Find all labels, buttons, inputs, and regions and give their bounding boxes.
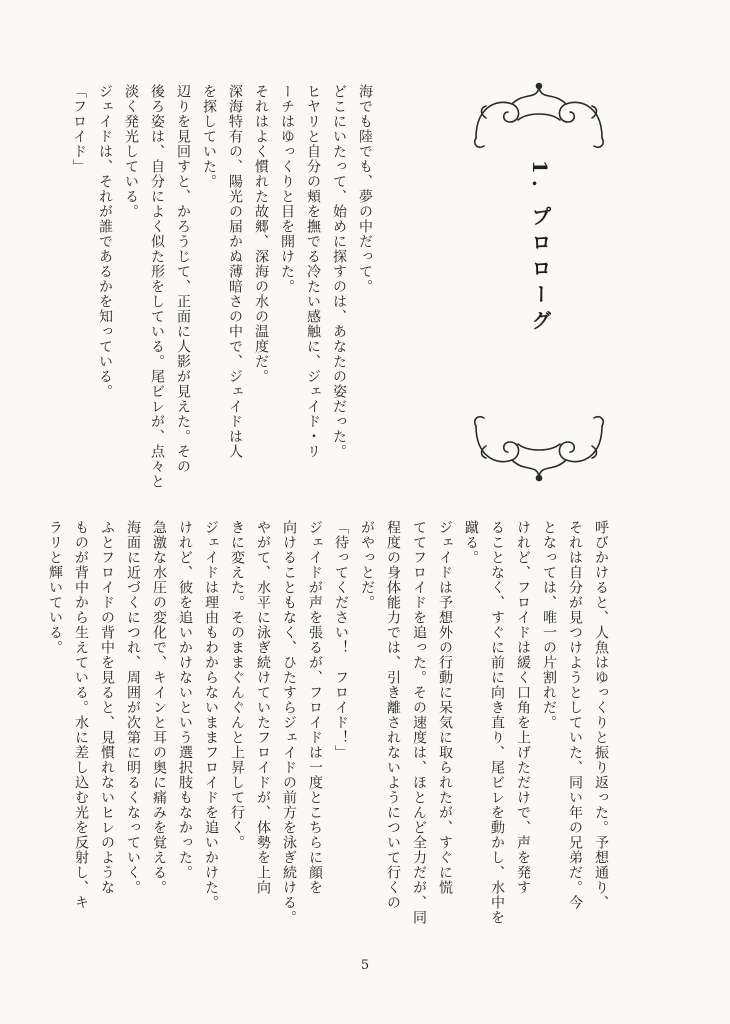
text-line: どこにいたって、始めに探すのは、あなたの姿だった。: [331, 84, 347, 459]
text-line: ふとフロイドの背中を見ると、見慣れないヒレのような: [99, 520, 115, 895]
text-line: 蹴る。: [463, 520, 479, 565]
text-line: 海面に近づくにつれ、周囲が次第に明るくなっていく。: [125, 520, 141, 895]
text-line: ヒヤリと自分の頬を撫でる冷たい感触に、ジェイド・リ: [305, 84, 321, 459]
text-line: それはよく慣れた故郷、深海の水の温度だ。: [253, 84, 269, 384]
text-line: 後ろ姿は、自分によく似た形をしている。尾ビレが、点々と: [149, 84, 165, 489]
text-line: ものが背中から生えている。水に差し込む光を反射し、キ: [73, 520, 89, 910]
text-line: ジェイドは予想外の行動に呆気に取られたが、すぐに慌: [437, 520, 453, 895]
text-line: 向けることもなく、ひたすらジェイドの前方を泳ぎ続ける。: [281, 520, 297, 925]
text-line: ることなく、すぐに前に向き直り、尾ビレを動かし、水中を: [489, 520, 505, 925]
text-line: がやっとだ。: [359, 520, 375, 610]
top-flourish-ornament: [466, 78, 612, 152]
text-line: 急激な水圧の変化で、キインと耳の奥に痛みを覚える。: [151, 520, 167, 895]
text-line: 「待ってください！ フロイド！」: [333, 520, 349, 760]
text-line: ててフロイドを追った。その速度は、ほとんど全力だが、同: [411, 520, 427, 925]
text-line: 辺りを見回すと、かろうじて、正面に人影が見えた。その: [175, 84, 191, 474]
text-line: 淡く発光している。: [123, 84, 139, 219]
text-line: ラリと輝いている。: [47, 520, 63, 655]
text-line: ーチはゆっくりと目を開けた。: [279, 84, 295, 294]
text-line: それは自分が見つけようとしていた、同い年の兄弟だ。今: [567, 520, 583, 910]
text-line: 程度の身体能力では、引き離されないようについて行くの: [385, 520, 401, 910]
chapter-title: 1. プロローグ: [528, 160, 552, 336]
text-line: 呼びかけると、人魚はゆっくりと振り返った。予想通り、: [593, 520, 609, 910]
text-line: 「フロイド」: [71, 84, 87, 174]
page-number: 5: [360, 958, 370, 973]
text-line: 深海特有の、陽光の届かぬ薄暗さの中で、ジェイドは人: [227, 84, 243, 459]
text-line: となっては、唯一の片割れだ。: [541, 520, 557, 730]
text-line: ジェイドが声を張るが、フロイドは一度とこちらに顔を: [307, 520, 323, 895]
lower-text-block: [42, 520, 614, 925]
bottom-flourish-ornament: [466, 412, 612, 486]
text-line: ジェイドは理由もわからないままフロイドを追いかけた。: [203, 520, 219, 910]
text-line: きに変えた。そのままぐんぐんと上昇して行く。: [229, 520, 245, 850]
text-line: けれど、彼を追いかけないという選択肢もなかった。: [177, 520, 193, 880]
upper-text-block: [66, 84, 378, 489]
text-line: を探していた。: [201, 84, 217, 189]
text-line: 海でも陸でも、夢の中だって。: [357, 84, 373, 294]
text-line: やがて、水平に泳ぎ続けていたフロイドが、体勢を上向: [255, 520, 271, 895]
text-line: けれど、フロイドは緩く口角を上げただけで、声を発す: [515, 520, 531, 895]
text-line: ジェイドは、それが誰であるかを知っている。: [97, 84, 113, 399]
